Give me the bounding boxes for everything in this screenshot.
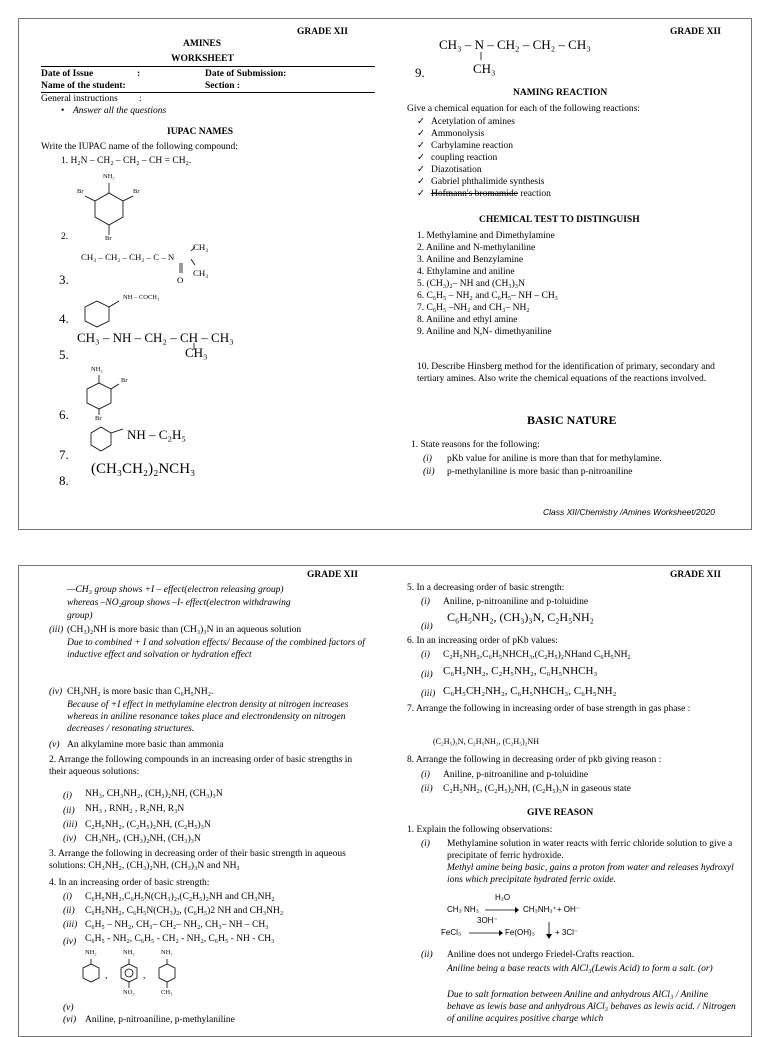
q4-item-iv: C₆H₅ - NH₂, C₆H₅ - CH₂ - NH₂, C₆H₅ - NH - CH₃ [85,934,275,944]
benzene-ring [85,301,109,327]
br-label: Br [95,415,102,422]
br-label: Br [133,188,140,195]
benzene-ring [87,383,111,409]
page2-right-column [385,566,751,1036]
checkmark-icon: ✓ [417,117,425,127]
eq1-reactant: CH₃ NH₃ [447,905,479,914]
branch-ch3: CH₃ [473,61,496,76]
page-footer: Class XII/Chemistry /Amines Worksheet/2020 [543,507,715,517]
naming-intro: Give a chemical equation for each of the following reactions: [407,104,640,114]
benzene-ring [83,964,99,982]
grade-label: GRADE XII [670,570,721,580]
roman-label: (i) [63,892,72,902]
question-3-number: 3. [59,272,69,287]
worksheet-page-2 [18,565,752,1037]
basic-nature-heading: BASIC NATURE [527,413,617,427]
chemical-test-list [417,230,558,338]
question-8-formula: (CH₃CH₂)₂NCH₃ [91,461,196,477]
naming-reaction-item [417,152,551,164]
aromatic-circle [125,969,133,977]
section-label: Section : [205,81,241,91]
bond [191,247,195,251]
roman-label: (iii) [421,689,436,699]
arrow-head [515,907,519,913]
bond [191,259,195,265]
bond [111,384,119,389]
nh2-label: NH₂ [85,949,97,956]
grade-label: GRADE XII [307,570,358,580]
question-7-formula: NH – C₂H₅ [127,427,186,442]
benzene-ring [95,193,123,225]
q6-item-iii: C₆H₅CH₂NH₂, C₆H₅NHCH₃, C₆H₅NH₂ [443,685,617,697]
naming-reaction-label: Diazotisation [431,165,482,175]
br-label: Br [105,235,112,242]
observation-i: Methylamine solution in water reacts with ferric chloride solution to give a precipitate of ferric hydroxide. [447,839,733,861]
grade-label: GRADE XII [670,27,721,37]
eq2-byproduct: + 3Cl⁻ [555,928,579,937]
iupac-heading: IUPAC NAMES [167,127,234,137]
eq2-product: Fe(OH)₃ [505,928,535,937]
bond [111,429,123,433]
chemical-test-item: 9. Aniline and N,N- dimethyaniline [417,327,552,337]
naming-reaction-label: Acetylation of amines [431,117,515,127]
divider [41,66,375,67]
explanation-iii: Due to combined + I and solvation effects/ Because of the combined factors of inductive effect and solvation or hydration effect [67,638,365,660]
iupac-intro: Write the IUPAC name of the following compound: [41,142,238,152]
naming-reaction-label: coupling reaction [431,153,498,163]
question-8: 8. Arrange the following in decreasing order of pkb giving reason : [407,755,662,765]
nh2-label: NH₂ [103,173,115,180]
chemical-test-item: 4. Ethylamine and aniline [417,267,515,277]
roman-label: (i) [421,650,430,660]
naming-reaction-item [417,128,551,140]
question-6: 6. In an increasing order of pKb values: [407,636,558,646]
question-8-number: 8. [59,473,69,488]
q5-item-i: Aniline, p-nitroaniline and p-toluidine [443,597,589,607]
ch3-label: CH₃ [193,242,209,252]
q2-item-iii: C₂H₅NH₂, (C₂H₅)₂NH, (C₂H₅)₃N [85,820,211,830]
explain-question: 1. Explain the following observations: [407,825,553,835]
q7-compounds: (C₂H₅)₃N, C₂H₅NH₂, (C₂H₅)₂NH [433,737,539,746]
precipitate-arrow-icon [545,922,553,940]
naming-reaction-label: Carbylamine reaction [431,141,514,151]
question-1: 1. H₂N – CH₂ – CH₂ – CH = CH₂. [61,156,192,166]
checkmark-icon: ✓ [417,153,425,163]
naming-reaction-label: Ammonolysis [431,129,485,139]
roman-label: (iv) [63,937,77,947]
arrow-head [546,934,552,939]
basic-question-1: 1. State reasons for the following: [411,440,540,450]
basic-question-1-i: pKb value for aniline is more than that for methylamine. [447,454,662,464]
answer-no2-effect: whereas –NO₂group shows –I- effect(electron withdrawing [67,598,291,608]
bond [109,301,119,307]
naming-reaction-list [417,116,551,200]
eq1-condition: H₂O [495,893,511,902]
checkmark-icon: ✓ [417,141,425,151]
reaction-arrow-icon [485,905,519,915]
roman-label: (v) [49,740,60,750]
q5-item-ii: C₆H₅NH₂, (CH₃)₃N, C₂H₅NH₂ [447,610,594,624]
roman-label: (ii) [421,784,433,794]
br-label: Br [121,377,128,384]
question-2-number: 2. [61,232,69,242]
roman-label: (iv) [49,687,63,697]
checkmark-icon: ✓ [417,165,425,175]
basic-question-1-ii: p-methylaniline is more basic than p-nitroaniline [447,467,633,477]
instructions-colon: : [139,94,142,104]
checkmark-icon: ✓ [417,177,425,187]
no2-label: NO₂ [123,989,135,996]
chemical-test-item: 2. Aniline and N-methylaniline [417,243,536,253]
question-9-formula: CH₃ – N – CH₂ – CH₂ – CH₃ [439,37,591,52]
arrow-head [499,930,503,936]
question-4-formula: CH₃ – NH – CH₂ – CH – CH₃ [77,330,234,345]
naming-reaction-item [417,116,551,128]
acetamido-label: NH – COCH₃ [123,294,160,301]
roman-label: (i) [63,791,72,801]
chemical-test-item: 8. Aniline and ethyl amine [417,315,518,325]
q6-item-i: C₂H₅NH₂,C₆H₅NHCH₃,(C₂H₅)₂NHand C₆H₅NH₂ [443,650,631,660]
explanation-obs-ii-2: Due to salt formation between Aniline and anhydrous AlCl₃ / Aniline behave as lewis base and anhydrous AlCl₃ behaves as lewis acid. / Nitrogen of aniline acquires positive charge which [447,990,736,1024]
eq1-product: CH₃NH₃⁺+ OH⁻ [523,905,580,914]
question-5: 5. In a decreasing order of basic strength: [407,583,565,593]
roman-label: (i) [423,454,432,464]
question-5-number: 5. [59,347,69,362]
chemical-test-item: 5. (CH₃)₂– NH and (CH₃)₃N [417,279,525,289]
tribromoaniline-structure [79,171,159,251]
q2-item-ii: NH₃ , RNH₂ , R₂NH, R₃N [85,804,185,814]
naming-reaction-label: Gabriel phthalimide synthesis [431,177,545,187]
statement-iii: (CH₃)₂NH is more basic than (CH₃)₃N in an aqueous solution [67,625,302,635]
nh2-label: NH₂ [123,949,135,956]
comma: , [143,971,146,981]
roman-label: (iv) [63,834,77,844]
roman-label: (vi) [63,1015,77,1025]
question-6-number: 6. [59,407,69,422]
chemical-test-item: 3. Aniline and Benzylamine [417,255,524,265]
nh2-label: NH₂ [91,366,103,373]
n-ethylaniline-ring [89,425,129,455]
eq2-reactant: FeCl₃ [441,928,462,937]
roman-label: (i) [421,597,430,607]
instructions-label: General instructions [41,94,118,104]
q6-item-ii: C₆H₅NH₂, C₂H₅NH₂, C₆H₅NHCH₃ [443,665,598,677]
benzene-ring [159,964,175,982]
oxygen-label: O [177,275,184,285]
worksheet-title: AMINES [183,39,222,49]
naming-reaction-item [417,140,551,152]
page1-right-column [385,19,751,529]
br-label: Br [77,188,84,195]
roman-label: (i) [421,839,430,849]
date-issue-label: Date of Issue [41,69,94,79]
roman-label: (i) [421,770,430,780]
chemical-test-item: 7. C₆H₅ –NH₂ and CH₃– NH₂ [417,303,530,313]
statement-iv: CH₃NH₂ is more basic than C₆H₅NH₂. [67,687,214,697]
answer-no2-effect-cont: group) [67,611,93,621]
give-reason-heading: GIVE REASON [527,808,594,818]
bond [85,196,95,201]
roman-label: (ii) [423,467,435,477]
statement-v: An alkylamine more basic than ammonia [67,740,224,750]
reaction-suffix: reaction [517,189,551,199]
chemical-test-heading: CHEMICAL TEST TO DISTINGUISH [479,215,640,225]
bond [123,196,133,201]
q2-item-i: NH₃, CH₃NH₂, (CH₃)₂NH, (CH₃)₃N [85,789,223,799]
roman-label: (ii) [63,806,75,816]
q4-item-vi: Aniline, p-nitroaniline, p-methylaniline [85,1015,235,1025]
instruction-item: Answer all the questions [73,106,167,116]
nh2-label: NH₂ [161,949,173,956]
benzene-ring [91,427,111,451]
checkmark-icon: ✓ [417,129,425,139]
question-2-formula: CH₃ – CH₂ – CH₂ – C – N [81,252,175,262]
worksheet-subtitle: WORKSHEET [171,54,234,64]
explanation-obs-i: Methyl amine being basic, gains a proton from water and releases hydroxyl ions which precipitate hydrated ferric oxide. [447,863,734,885]
comma: , [105,971,108,981]
page1-left-column [19,19,385,529]
bullet-icon: • [61,106,65,116]
grade-label: GRADE XII [297,27,348,37]
worksheet-page-1 [18,18,752,530]
date-issue-colon: : [137,69,141,79]
student-name-label: Name of the student: [41,81,126,91]
question-4: 4. In an increasing order of basic strength: [49,878,210,888]
question-3: 3. Arrange the following in decreasing order of their basic strength in aqueous solutions: CH₃NH₂, (CH₃)₂NH, (CH₃)₃N and NH₃ [49,849,346,871]
naming-reaction-heading: NAMING REACTION [513,88,608,98]
hofmann-label: Hofmann's bromamide [431,189,518,199]
roman-label: (ii) [421,670,433,680]
question-9-number: 9. [415,65,425,80]
naming-reaction-item [417,188,551,200]
eq2-condition: 3OH⁻ [477,916,498,925]
q4-item-i: C₆H₅NH₂,C₆H₅N(CH₃)₂,(C₂H₅)₂NH and CH₃NH₂ [85,892,275,902]
q4-item-ii: C₆H₅NH₂, C₆H₅N(CH₃)₂, (C₆H₅)2 NH and CH₃NH₂ [85,906,284,916]
question-2: 2. Arrange the following compounds in an increasing order of basic strengths in their aqueous solutions: [49,755,353,777]
question-4-number: 4. [59,311,69,326]
answer-ch3-effect: —CH₃ group shows +I – effect(electron releasing group) [67,585,284,595]
date-submission-label: Date of Submission: [205,69,287,79]
q2-item-iv: CH₃NH₂, (CH₃)₂NH, (CH₃)₃N [85,834,201,844]
q8-item-i: Aniline, p-nitroaniline and p-toluidine [443,770,589,780]
checkmark-icon: ✓ [417,189,425,199]
observation-ii: Aniline does not undergo Friedel-Crafts reaction. [447,950,635,960]
explanation-obs-ii: Aniline being a base reacts with AlCl₃(Lewis Acid) to form a salt. (or) [447,964,713,974]
hinsberg-question: 10. Describe Hinsberg method for the identification of primary, secondary and tertiary amines. Also write the chemical equations of the reactions involved. [417,362,715,384]
branch-ch3: CH₃ [185,345,208,360]
roman-label: (iii) [63,920,78,930]
question-7: 7. Arrange the following in increasing order of base strength in gas phase : [407,704,691,714]
roman-label: (iii) [49,625,64,635]
question-7-number: 7. [59,447,69,462]
explanation-iv: Because of +I effect in methylamine electron density at nitrogen increases whereas in aniline resonance takes place and electrondensity on nitrogen decreases / resonating structures. [67,700,349,734]
chemical-test-item: 6. C₆H₅ – NH₂ and C₆H₅– NH – CH₃ [417,291,558,301]
ch3-label: CH₃ [193,268,209,278]
chemical-test-item: 1. Methylamine and Dimethylamine [417,231,555,241]
roman-label: (iii) [63,820,78,830]
roman-label: (ii) [63,906,75,916]
bromoaniline-structure [77,369,137,429]
naming-reaction-item [417,164,551,176]
roman-label: (v) [63,1003,74,1013]
roman-label: (ii) [421,950,433,960]
page2-left-column [19,566,385,1036]
reaction-arrow-icon [469,928,503,938]
ch3-label: CH₃ [161,989,173,996]
benzene-ring [121,964,137,982]
q4-item-iii: C₆H₅ – NH₂, CH₃– CH₂– NH₂, CH₃– NH – CH₃ [85,920,269,930]
roman-label: (ii) [421,622,433,632]
naming-reaction-item [417,176,551,188]
q8-item-ii: C₂H₅NH₂, (C₂H₅)₂NH, (C₂H₅)₃N in gaseous state [443,784,631,794]
